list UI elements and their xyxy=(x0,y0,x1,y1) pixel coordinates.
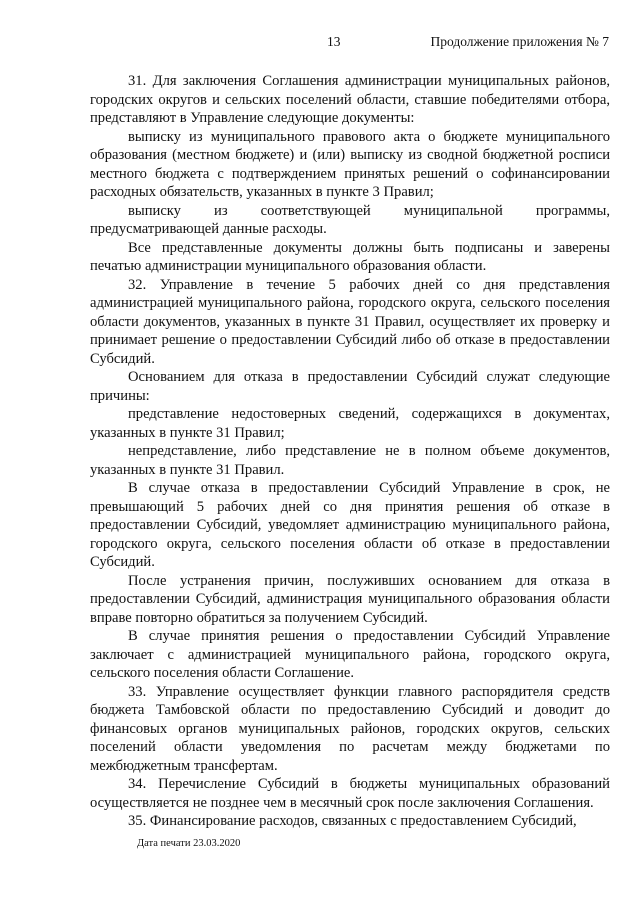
paragraph: 33. Управление осуществляет функции главного распорядителя средств бюджета Тамбовской области по предоставлению Субсидий и доводит до финансовых органов муниципальных районов, городских округов, сельских поселений области уведомления по расчетам между бюджетами по межбюджетным трансфертам. xyxy=(90,683,610,774)
page-header xyxy=(0,34,640,54)
paragraph: 34. Перечисление Субсидий в бюджеты муниципальных образований осуществляется не позднее чем в месячный срок после заключения Соглашения. xyxy=(90,776,610,811)
paragraph: В случае отказа в предоставлении Субсидий Управление в срок, не превышающий 5 рабочих дней со дня принятия решения об отказе в предоставлении Субсидий, уведомляет администрацию муниципального района, городского округа, сельского поселения области об отказе в предоставлении Субсидий. xyxy=(90,480,610,570)
page-number: 13 xyxy=(327,34,341,49)
paragraph: 35. Финансирование расходов, связанных с предоставлением Субсидий, xyxy=(128,813,577,829)
paragraph: Все представленные документы должны быть подписаны и заверены печатью администрации муниципального образования области. xyxy=(90,239,610,274)
paragraph: выписку из соответствующей муниципальной программы, предусматривающей данные расходы. xyxy=(90,202,610,237)
paragraph: 32. Управление в течение 5 рабочих дней со дня представления администрацией муниципального района, городского округа, сельского поселения области документов, указанных в пункте 31 Правил, осуществляет их проверку и принимает решение о предоставлении Субсидий либо об отказе в предоставлении Субсидий. xyxy=(90,276,610,367)
paragraph: представление недостоверных сведений, содержащихся в документах, указанных в пункте 31 Правил; xyxy=(90,406,610,441)
appendix-label: Продолжение приложения № 7 xyxy=(430,34,609,49)
paragraph: Основанием для отказа в предоставлении Субсидий служат следующие причины: xyxy=(90,369,610,404)
paragraph: В случае принятия решения о предоставлении Субсидий Управление заключает с администрацией муниципального района, городского округа, сельского поселения области Соглашение. xyxy=(90,628,610,681)
document-body xyxy=(90,72,610,831)
paragraph: выписку из муниципального правового акта о бюджете муниципального образования (местном бюджете) и (или) выписку из сводной бюджетной росписи местного бюджета с подтверждением принятых решений о софинансировании расходных обязательств, указанных в пункте 3 Правил; xyxy=(90,128,610,200)
paragraph: 31. Для заключения Соглашения администрации муниципальных районов, городских округов и сельских поселений области, ставшие победителями отбора, представляют в Управление следующие документы: xyxy=(90,73,610,126)
print-date: Дата печати 23.03.2020 xyxy=(137,838,241,849)
paragraph: После устранения причин, послуживших основанием для отказа в предоставлении Субсидий, администрация муниципального образования области вправе повторно обратиться за получением Субсидий. xyxy=(90,572,610,626)
paragraph: непредставление, либо представление не в полном объеме документов, указанных в пункте 31 Правил. xyxy=(90,443,610,478)
